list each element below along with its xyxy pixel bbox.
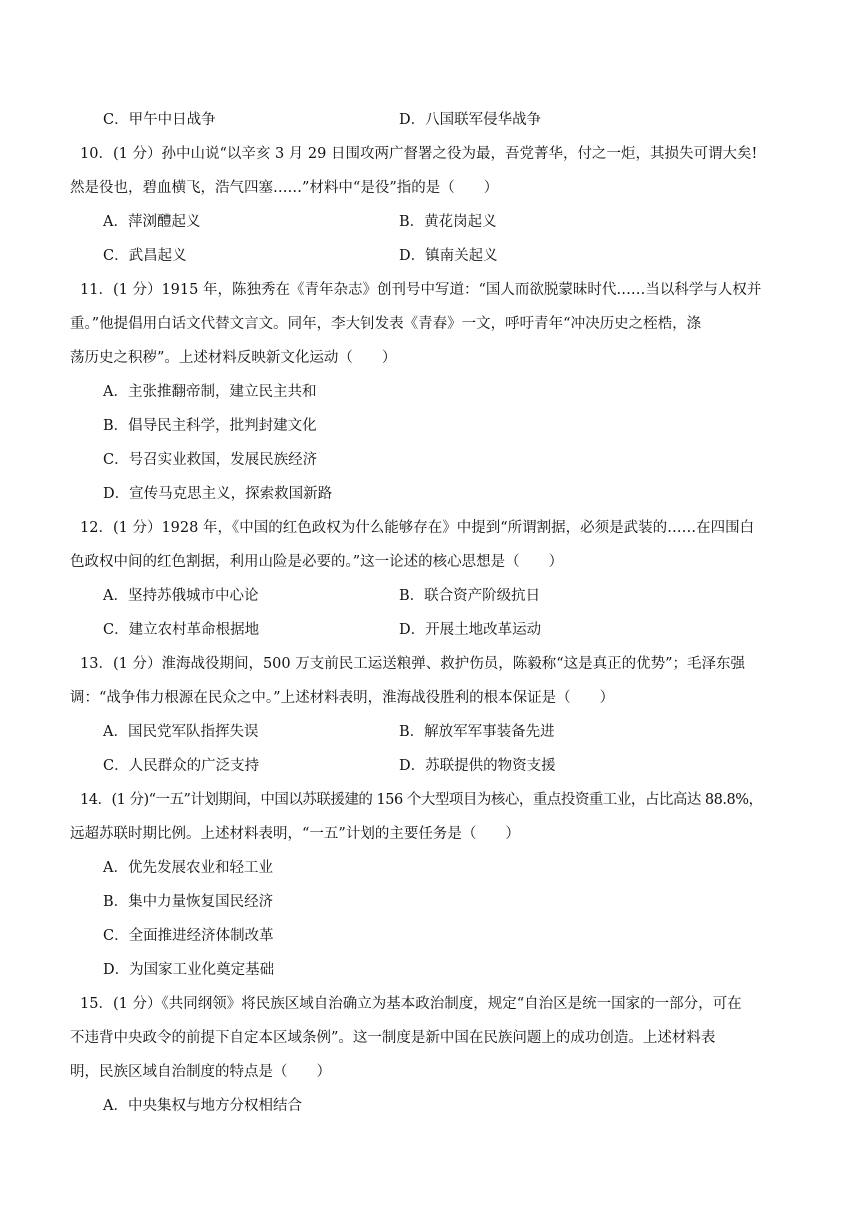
q10-option-c: C．武昌起义 bbox=[103, 248, 187, 264]
q11-stem-line-2: 重。”他提倡用白话文代替文言文。同年，李大钊发表《青春》一文，呼吁青年“冲决历史之桎梏，涤 bbox=[70, 316, 702, 332]
q13-option-a: A．国民党军队指挥失误 bbox=[103, 724, 259, 740]
q10-stem-line-2: 然是役也，碧血横飞，浩气四塞……”材料中“是役”指的是（ ） bbox=[70, 180, 499, 196]
q14-stem-line-1: 14．(1 分)“一五”计划期间，中国以苏联援建的 156 个大型项目为核心，重点投资重工业，占比高达 88.8%， bbox=[80, 792, 763, 808]
q11-stem-line-3: 荡历史之积秽”。上述材料反映新文化运动（ ） bbox=[70, 350, 397, 366]
q15-stem-line-1: 15．(1 分）《共同纲领》将民族区域自治确立为基本政治制度，规定“自治区是统一国家的一部分，可在 bbox=[80, 996, 742, 1012]
q12-option-c: C．建立农村革命根据地 bbox=[103, 622, 260, 638]
q11-option-b: B．倡导民主科学，批判封建文化 bbox=[103, 418, 317, 434]
q12-stem-line-2: 色政权中间的红色割据，利用山险是必要的。”这一论述的核心思想是（ ） bbox=[70, 554, 564, 570]
q10-option-d: D．镇南关起义 bbox=[399, 248, 498, 264]
q14-option-c: C．全面推进经济体制改革 bbox=[103, 928, 274, 944]
q14-stem-line-2: 远超苏联时期比例。上述材料表明，“一五”计划的主要任务是（ ） bbox=[70, 826, 520, 842]
q13-stem-line-1: 13．(1 分）淮海战役期间，500 万支前民工运送粮弹、救护伤员，陈毅称“这是真正的优势”；毛泽东强 bbox=[80, 656, 746, 672]
q11-option-d: D．宣传马克思主义，探索救国新路 bbox=[103, 486, 333, 502]
q13-option-b: B．解放军军事装备先进 bbox=[399, 724, 555, 740]
q9-option-c: C．甲午中日战争 bbox=[103, 112, 216, 128]
q15-stem-line-2: 不违背中央政令的前提下自定本区域条例”。这一制度是新中国在民族问题上的成功创造。上述材料表 bbox=[70, 1030, 716, 1046]
q14-option-d: D．为国家工业化奠定基础 bbox=[103, 962, 275, 978]
q11-stem-line-1: 11．(1 分）1915 年，陈独秀在《青年杂志》创刊号中写道：“国人而欲脱蒙昧时代……当以科学与人权并 bbox=[80, 282, 762, 298]
q11-option-a: A．主张推翻帝制，建立民主共和 bbox=[103, 384, 317, 400]
q13-option-c: C．人民群众的广泛支持 bbox=[103, 758, 260, 774]
q10-option-a: A．萍浏醴起义 bbox=[103, 214, 201, 230]
q12-option-b: B．联合资产阶级抗日 bbox=[399, 588, 541, 604]
q13-stem-line-2: 调：“战争伟力根源在民众之中。”上述材料表明，淮海战役胜利的根本保证是（ ） bbox=[70, 690, 615, 706]
q10-stem-line-1: 10．(1 分）孙中山说“以辛亥 3 月 29 日围攻两广督署之役为最，吾党菁华，付之一炬，其损失可谓大矣! bbox=[80, 146, 758, 162]
q12-option-a: A．坚持苏俄城市中心论 bbox=[103, 588, 259, 604]
q12-option-d: D．开展土地改革运动 bbox=[399, 622, 542, 638]
q11-option-c: C．号召实业救国，发展民族经济 bbox=[103, 452, 318, 468]
q15-stem-line-3: 明，民族区域自治制度的特点是（ ） bbox=[70, 1064, 331, 1080]
q12-stem-line-1: 12．(1 分）1928 年，《中国的红色政权为什么能够存在》中提到“所谓割据，必须是武装的……在四围白 bbox=[80, 520, 755, 536]
q14-option-b: B．集中力量恢复国民经济 bbox=[103, 894, 274, 910]
q9-option-d: D．八国联军侵华战争 bbox=[399, 112, 542, 128]
q13-option-d: D．苏联提供的物资支援 bbox=[399, 758, 556, 774]
q15-option-a: A．中央集权与地方分权相结合 bbox=[103, 1098, 302, 1114]
q10-option-b: B．黄花岗起义 bbox=[399, 214, 497, 230]
q14-option-a: A．优先发展农业和轻工业 bbox=[103, 860, 273, 876]
